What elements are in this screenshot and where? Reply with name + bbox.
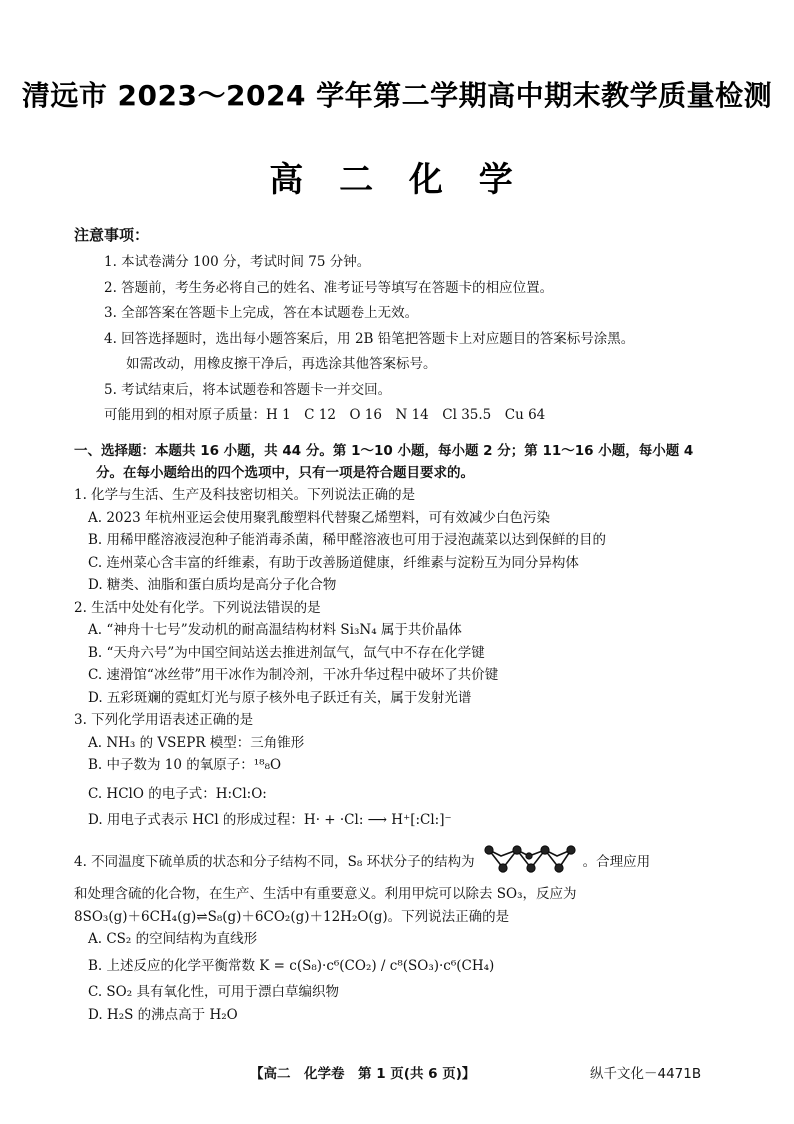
option-b: B. “天舟六号”为中国空间站送去推进剂氙气，氙气中不存在化学键 [88,644,485,661]
notice-item: 4. 回答选择题时，选出每小题答案后，用 2B 铅笔把答题卡上对应题目的答案标号涂黑。 [104,330,635,347]
question-3 [74,709,754,832]
notice-list [104,250,744,429]
option-d: D. 用电子式表示 HCl 的形成过程：H· + ·Cl: ⟶ H⁺[:Cl:]⁻ [88,812,452,828]
notice-item: 1. 本试卷满分 100 分，考试时间 75 分钟。 [104,254,371,270]
question-1 [74,484,754,597]
notice-item: 2. 答题前，考生务必将自己的姓名、准考证号等填写在答题卡的相应位置。 [104,279,554,296]
option-a: A. 2023 年杭州亚运会使用聚乳酸塑料代替聚乙烯塑料，可有效减少白色污染 [88,509,550,526]
notice-item: 3. 全部答案在答题卡上完成，答在本试题卷上无效。 [104,305,419,321]
notice-item: 5. 考试结束后，将本试题卷和答题卡一并交回。 [104,381,392,398]
question-stem-line: 8SO₃(g)＋6CH₄(g)⇌S₈(g)＋6CO₂(g)＋12H₂O(g)。下列说法正确的是 [74,908,510,925]
question-stem: 3. 下列化学用语表述正确的是 [74,712,254,728]
section-heading-line: 分。在每小题给出的四个选项中，只有一项是符合题目要求的。 [96,465,474,481]
question-list [74,484,754,1026]
option-c: C. 速滑馆“冰丝带”用干冰作为制冷剂，干冰升华过程中破坏了共价键 [88,667,499,683]
notice-item: 如需改动，用橡皮擦干净后，再选涂其他答案标号。 [126,356,437,372]
section-heading [74,440,754,484]
option-a: A. CS₂ 的空间结构为直线形 [88,931,258,947]
notice-item: 可能用到的相对原子质量：H 1 C 12 O 16 N 14 Cl 35.5 Cu 64 [104,407,546,423]
option-d: D. 糖类、油脂和蛋白质均是高分子化合物 [88,577,337,593]
exam-title: 清远市 2023～2024 学年第二学期高中期末教学质量检测 [21,79,773,112]
notice-heading: 注意事项： [74,226,150,244]
question-stem [74,842,754,884]
question-stem-line: 和处理含硫的化合物，在生产、生活中有重要意义。利用甲烷可以除去 SO₃，反应为 [74,886,577,902]
question-stem: 1. 化学与生活、生产及科技密切相关。下列说法正确的是 [74,487,416,503]
option-a: A. NH₃ 的 VSEPR 模型：三角锥形 [88,734,305,751]
section-heading-line: 一、选择题：本题共 16 小题，共 44 分。第 1～10 小题，每小题 2 分；第 11～16 小题，每小题 4 [74,443,694,459]
option-b: B. 中子数为 10 的氧原子：¹⁸₈O [88,757,282,773]
question-2 [74,597,754,710]
option-c: C. 连州菜心含丰富的纤维素，有助于改善肠道健康，纤维素与淀粉互为同分异构体 [88,554,579,571]
option-d: D. H₂S 的沸点高于 H₂O [88,1006,238,1023]
option-c: C. HClO 的电子式：H:Cl:O: [88,785,267,802]
page-footer: 【高二 化学卷 第 1 页(共 6 页)】 [250,1066,476,1082]
question-4 [74,842,754,1027]
option-b: B. 上述反应的化学平衡常数 K = c(S₈)·c⁶(CO₂) / c⁸(SO₃)·c⁶(CH₄) [88,957,495,974]
option-a: A. “神舟十七号”发动机的耐高温结构材料 Si₃N₄ 属于共价晶体 [88,622,462,638]
page-footer-code: 纵千文化－4471B [590,1066,702,1082]
option-b: B. 用稀甲醛溶液浸泡种子能消毒杀菌，稀甲醛溶液也可用于浸泡蔬菜以达到保鲜的目的 [88,532,607,548]
question-stem: 2. 生活中处处有化学。下列说法错误的是 [74,599,321,616]
option-d: D. 五彩斑斓的霓虹灯光与原子核外电子跃迁有关，属于发射光谱 [88,689,472,706]
option-c: C. SO₂ 具有氧化性，可用于漂白草编织物 [88,984,339,1000]
s8-ring-structure-icon [481,842,577,884]
question-stem-part: 4. 不同温度下硫单质的状态和分子结构不同，S₈ 环状分子的结构为 [74,854,475,870]
question-stem-part: 。合理应用 [582,854,651,870]
subject-title: 高 二 化 学 [269,160,525,200]
